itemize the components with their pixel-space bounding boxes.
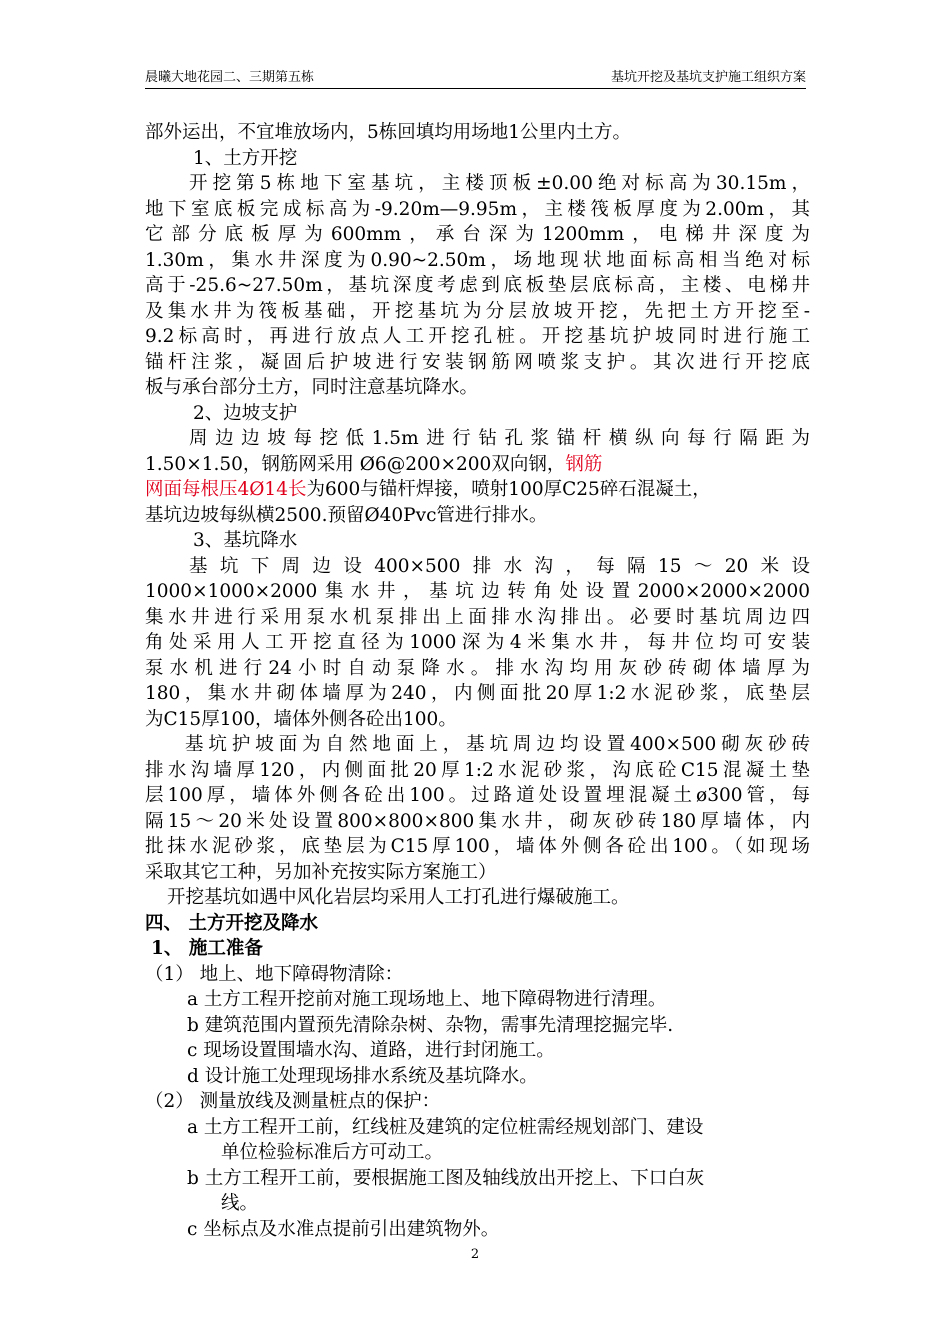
text-line [145, 758, 810, 784]
line-text: 为600与锚杆焊接，喷射100厚C25碎石混凝土， [306, 479, 711, 500]
text-line [145, 656, 810, 682]
text-line [145, 1013, 810, 1039]
line-text: a 土方工程开挖前对施工现场地上、地下障碍物进行清理。 [187, 989, 667, 1010]
line-text: 2、边坡支护 [193, 402, 298, 424]
text-line [145, 860, 810, 886]
text-line [145, 375, 810, 401]
line-text: 1.50×1.50，钢筋网采用 Ø6@200×200双向钢， [145, 453, 566, 475]
line-text: 高于-25.6~27.50m，基坑深度考虑到底板垫层底标高，主楼、电梯井 [145, 275, 810, 296]
header-document-title: 基坑开挖及基坑支护施工组织方案 [610, 70, 806, 85]
text-line [145, 707, 810, 733]
text-line [145, 554, 810, 580]
section-heading [145, 936, 810, 962]
text-line [145, 1115, 810, 1141]
text-line [145, 732, 810, 758]
text-line [145, 222, 810, 248]
line-text: 锚杆注浆，凝固后护坡进行安装钢筋网喷浆支护。其次进行开挖底 [145, 351, 810, 373]
line-text: 及集水井为筏板基础，开挖基坑为分层放坡开挖，先把土方开挖至- [145, 300, 810, 322]
line-text: 它部分底板厚为600mm，承台深为1200mm，电梯井深度为 [145, 224, 810, 245]
line-text: 角处采用人工开挖直径为1000深为4米集水井，每井位均可安装 [145, 632, 810, 653]
line-text: b 建筑范围内置预先清除杂树、杂物，需事先清理挖掘完毕. [187, 1014, 674, 1036]
text-line [145, 1166, 810, 1192]
text-line [145, 987, 810, 1013]
text-line [145, 605, 810, 631]
line-text: 1.30m，集水井深度为0.90~2.50m，场地现状地面标高相当绝对标 [145, 249, 810, 271]
line-text: 1000×1000×2000集水井，基坑边转角处设置2000×2000×2000 [145, 581, 810, 602]
text-line [145, 528, 810, 554]
document-body [145, 120, 810, 1242]
text-line [145, 452, 810, 478]
line-text: a 土方工程开工前，红线桩及建筑的定位桩需经规划部门、建设 [187, 1116, 704, 1138]
text-line [145, 834, 810, 860]
section-heading [145, 911, 810, 937]
text-line [145, 579, 810, 605]
line-text: 1、 施工准备 [151, 938, 263, 959]
text-line [145, 248, 810, 274]
line-text: 采取其它工种，另加补充按实际方案施工） [145, 861, 497, 883]
line-text: 基坑护坡面为自然地面上，基坑周边均设置400×500砌灰砂砖 [185, 734, 810, 755]
line-text: 1、土方开挖 [193, 147, 298, 169]
line-text: 泵水机进行24小时自动泵降水。排水沟均用灰砂砖砌体墙厚为 [145, 657, 810, 679]
line-text: 四、 土方开挖及降水 [145, 912, 318, 934]
line-text: 基坑下周边设400×500排水沟，每隔15～20米设 [189, 555, 810, 577]
text-line [145, 401, 810, 427]
text-line [145, 197, 810, 223]
line-text: 为C15厚100，墙体外侧各砼出100。 [145, 708, 457, 730]
text-line [145, 299, 810, 325]
header-project-name: 晨曦大地花园二、三期第五栋 [145, 70, 315, 85]
line-text: 180，集水井砌体墙厚为240，内侧面批20厚1:2水泥砂浆，底垫层 [145, 683, 810, 704]
text-line [145, 809, 810, 835]
text-line [145, 1140, 810, 1166]
line-text: 9.2标高时，再进行放点人工开挖孔桩。开挖基坑护坡同时进行施工 [145, 326, 810, 347]
text-line [145, 426, 810, 452]
text-line [145, 630, 810, 656]
text-line [145, 1089, 810, 1115]
line-text: 单位检验标准后方可动工。 [221, 1142, 444, 1163]
line-text: （1） 地上、地下障碍物清除： [145, 963, 404, 985]
line-text: 开挖基坑如遇中风化岩层均采用人工打孔进行爆破施工。 [167, 887, 630, 908]
line-text: 板与承台部分土方，同时注意基坑降水。 [145, 377, 479, 398]
line-text: b 土方工程开工前，要根据施工图及轴线放出开挖上、下口白灰 [187, 1167, 705, 1189]
text-line [145, 477, 810, 503]
line-text: 隔15～20米处设置800×800×800集水井，砌灰砂砖180厚墙体，内 [145, 810, 810, 832]
text-line [145, 324, 810, 350]
text-line [145, 1038, 810, 1064]
text-line [145, 681, 810, 707]
line-text: 线。 [221, 1193, 259, 1214]
page-number: 2 [470, 1247, 480, 1262]
text-line [145, 1217, 810, 1243]
text-line [145, 146, 810, 172]
line-text: d 设计施工处理现场排水系统及基坑降水。 [187, 1065, 538, 1087]
line-text: 排水沟墙厚120，内侧面批20厚1:2水泥砂浆，沟底砼C15混凝土垫 [145, 759, 810, 781]
text-line [145, 171, 810, 197]
line-text: 开挖第5栋地下室基坑，主楼顶板±0.00绝对标高为30.15m， [189, 173, 810, 194]
highlighted-text: 钢筋 [565, 453, 603, 475]
line-text: c 坐标点及水准点提前引出建筑物外。 [187, 1218, 500, 1240]
line-text: 部外运出，不宜堆放场内，5栋回填均用场地1公里内土方。 [145, 122, 632, 143]
highlighted-text: 网面每根压4Ø14长 [145, 479, 307, 500]
line-text: 周边边坡每挖低1.5m进行钻孔浆锚杆横纵向每行隔距为 [189, 428, 810, 449]
line-text: c 现场设置围墙水沟、道路，进行封闭施工。 [187, 1040, 555, 1061]
line-text: 层100厚，墙体外侧各砼出100。过路道处设置埋混凝土ø300管，每 [145, 785, 810, 806]
text-line [145, 783, 810, 809]
line-text: 批抹水泥砂浆，底垫层为C15厚100，墙体外侧各砼出100。（如现场 [145, 836, 810, 857]
line-text: 地下室底板完成标高为-9.20m—9.95m，主楼筏板厚度为2.00m，其 [145, 198, 810, 220]
text-line [145, 120, 810, 146]
text-line [145, 273, 810, 299]
page-header [145, 66, 806, 89]
text-line [145, 503, 810, 529]
text-line [145, 350, 810, 376]
line-text: 3、基坑降水 [193, 530, 298, 551]
line-text: 基坑边坡每纵横2500.预留Ø40Pvc管进行排水。 [145, 504, 548, 526]
line-text: （2） 测量放线及测量桩点的保护： [145, 1091, 441, 1112]
text-line [145, 1064, 810, 1090]
text-line [145, 962, 810, 988]
line-text: 集水井进行采用泵水机泵排出上面排水沟排出。必要时基坑周边四 [145, 606, 810, 628]
text-line [145, 885, 810, 911]
text-line [145, 1191, 810, 1217]
